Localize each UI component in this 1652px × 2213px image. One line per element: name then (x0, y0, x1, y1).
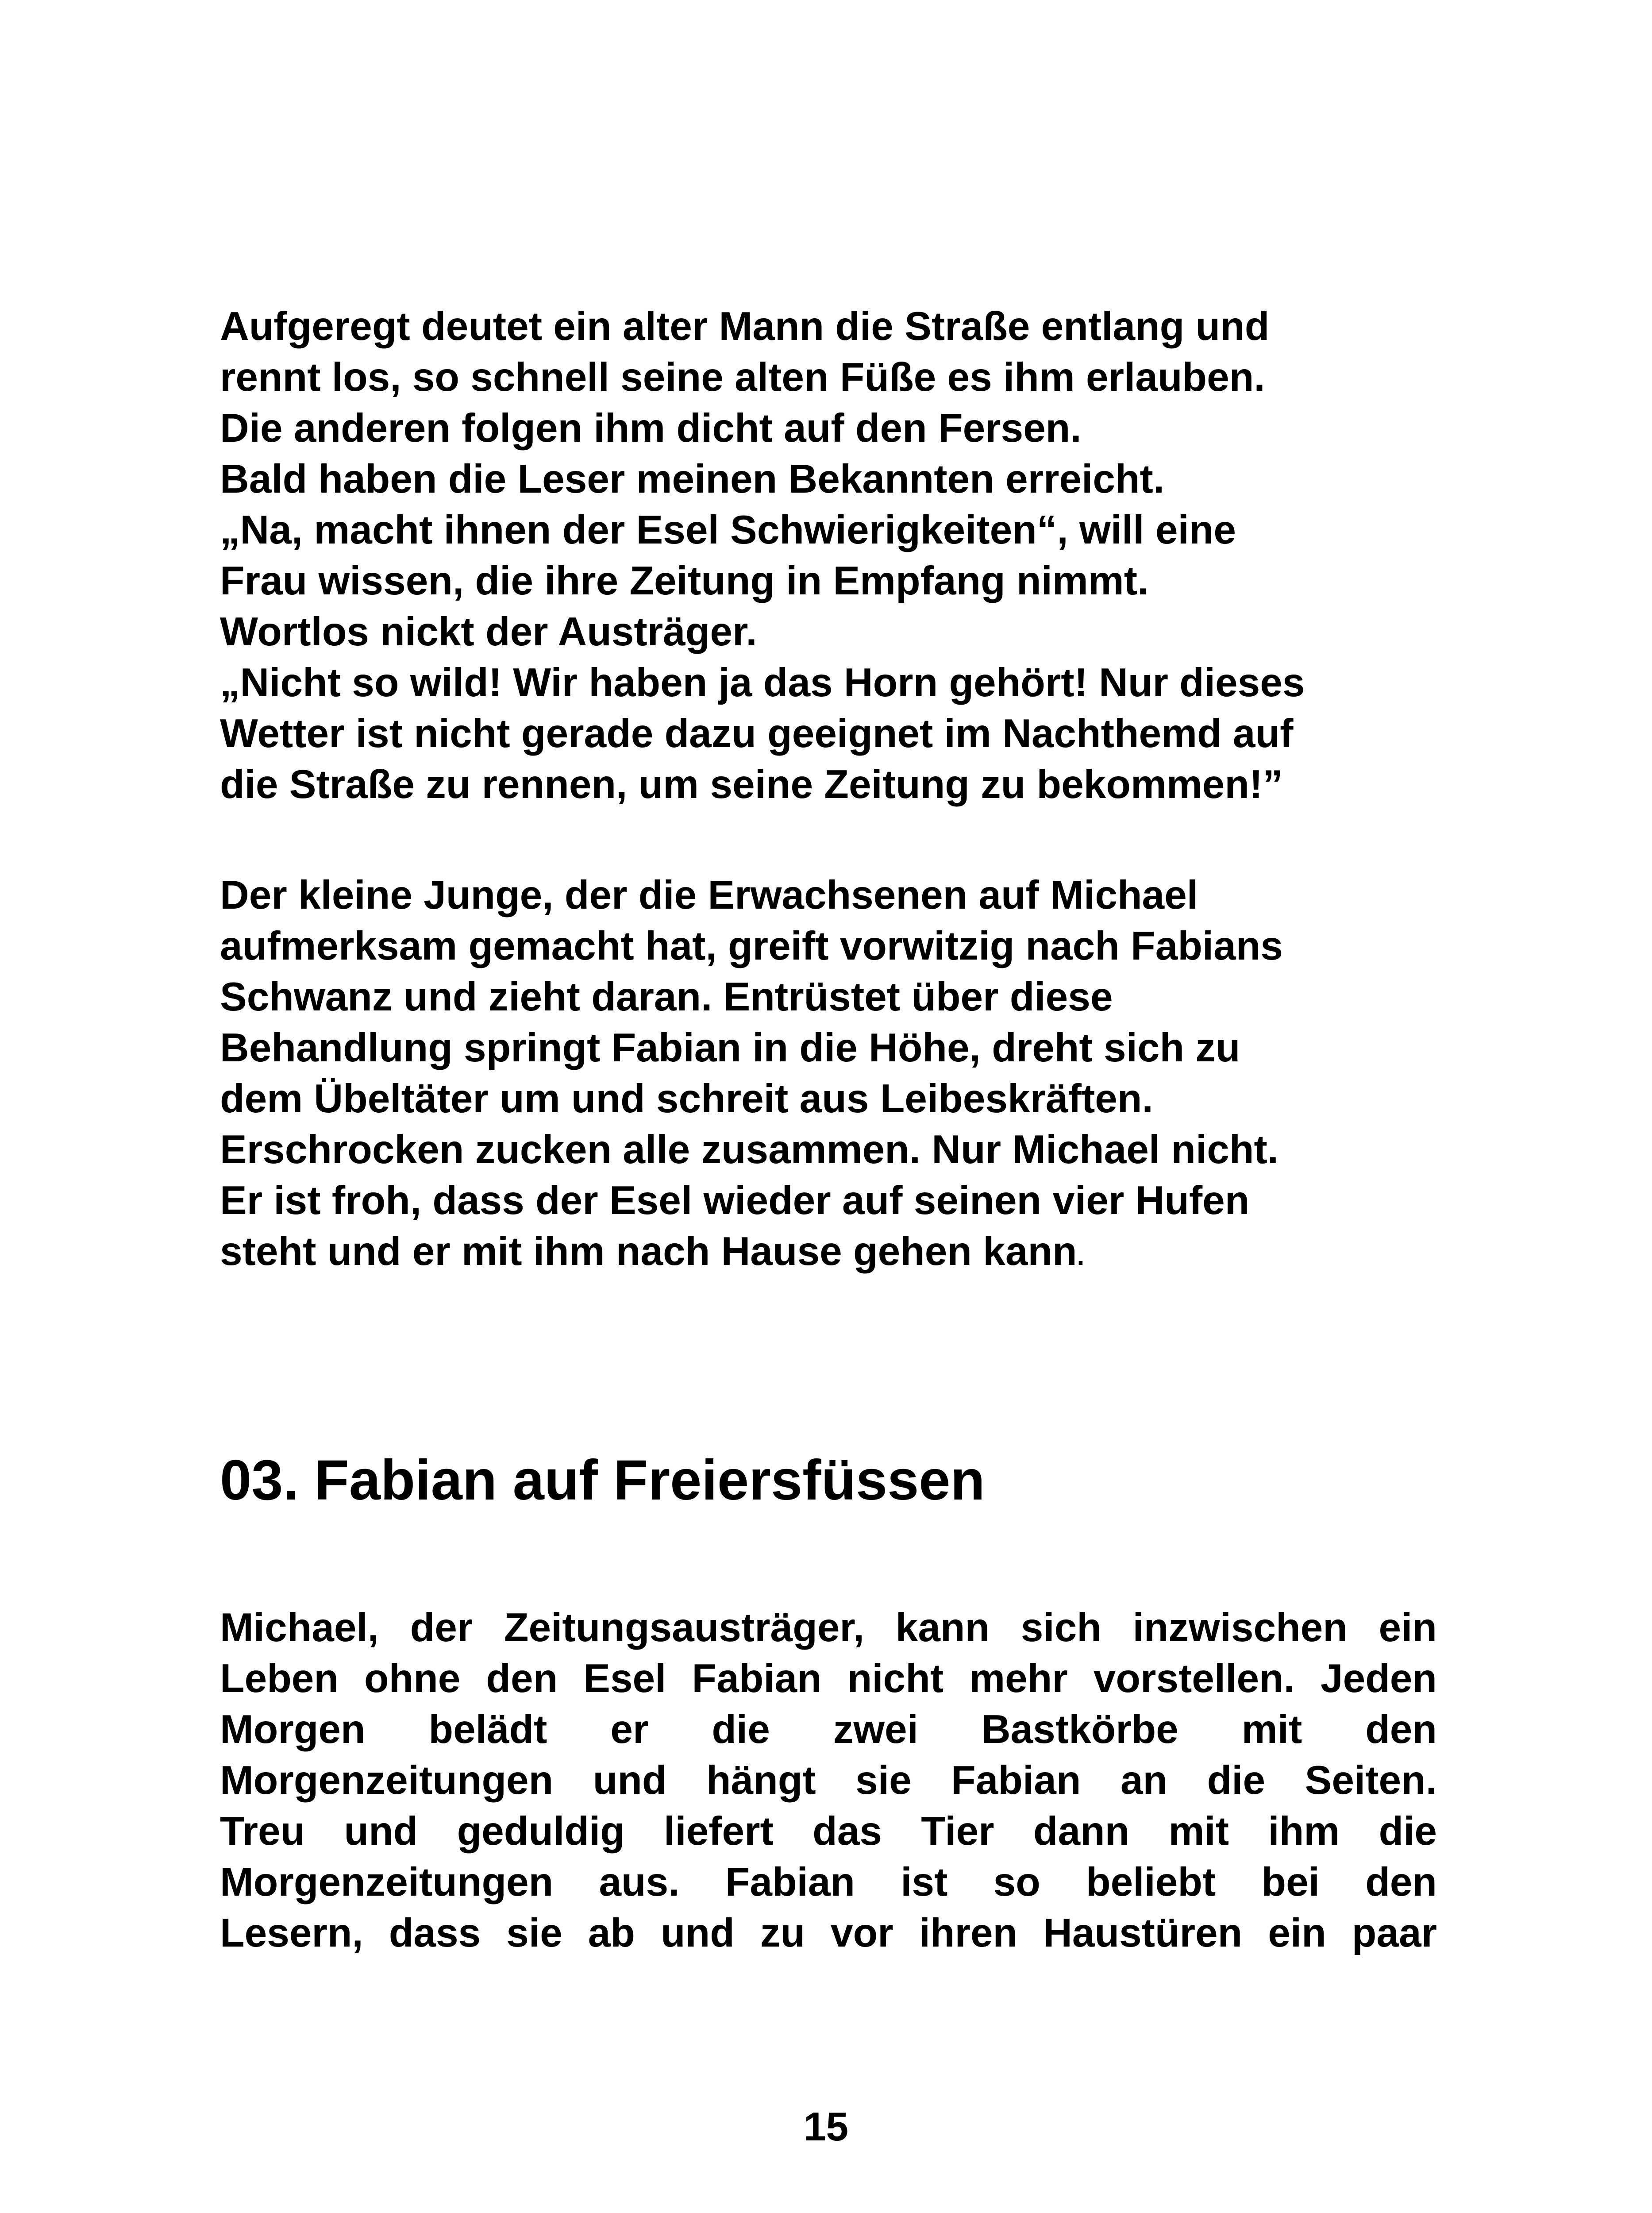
text-line: Frau wissen, die ihre Zeitung in Empfang nimmt. (220, 559, 1149, 603)
text-line: Behandlung springt Fabian in die Höhe, dreht sich zu (220, 1026, 1240, 1070)
text-line: Bald haben die Leser meinen Bekannten erreicht. (220, 457, 1165, 501)
chapter-heading: 03. Fabian auf Freiersfüssen (220, 1449, 985, 1512)
text-line: Der kleine Junge, der die Erwachsenen auf Michael (220, 873, 1198, 918)
text-line: rennt los, so schnell seine alten Füße es ihm erlauben. (220, 355, 1265, 400)
text-line: Morgenzeitungen aus. Fabian ist so beliebt bei den (220, 1860, 1437, 1905)
paragraph-2 (220, 870, 1437, 1277)
text-line: Lesern, dass sie ab und zu vor ihren Haustüren ein paar (220, 1911, 1437, 1955)
page-number: 15 (803, 2105, 849, 2149)
text-line: „Nicht so wild! Wir haben ja das Horn gehört! Nur dieses (220, 660, 1305, 705)
text-line: Morgen belädt er die zwei Bastkörbe mit den (220, 1707, 1437, 1752)
text-line: Treu und geduldig liefert das Tier dann mit ihm die (220, 1809, 1437, 1854)
text-line: dem Übeltäter um und schreit aus Leibeskräften. (220, 1076, 1153, 1121)
text-line: Michael, der Zeitungsausträger, kann sich inzwischen ein (220, 1605, 1437, 1650)
text-line: Die anderen folgen ihm dicht auf den Fersen. (220, 406, 1082, 451)
final-period: . (1077, 1241, 1085, 1271)
text-line: Morgenzeitungen und hängt sie Fabian an die Seiten. (220, 1758, 1437, 1803)
text-line: die Straße zu rennen, um seine Zeitung zu bekommen!” (220, 762, 1283, 807)
text-line: Er ist froh, dass der Esel wieder auf seinen vier Hufen (220, 1178, 1250, 1223)
text-line: Wortlos nickt der Austräger. (220, 609, 757, 654)
text-line: Wetter ist nicht gerade dazu geeignet im Nachthemd auf (220, 711, 1294, 756)
text-line: Aufgeregt deutet ein alter Mann die Straße entlang und (220, 304, 1270, 349)
text-line-content: steht und er mit ihm nach Hause gehen kann (220, 1229, 1077, 1274)
text-line: aufmerksam gemacht hat, greift vorwitzig nach Fabians (220, 924, 1283, 968)
text-line: Schwanz und zieht daran. Entrüstet über diese (220, 975, 1113, 1019)
paragraph-3 (220, 1602, 1437, 1959)
paragraph-1 (220, 301, 1437, 810)
text-line (220, 1226, 1437, 1277)
text-line: Leben ohne den Esel Fabian nicht mehr vorstellen. Jeden (220, 1656, 1437, 1701)
text-line: „Na, macht ihnen der Esel Schwierigkeiten“, will eine (220, 508, 1236, 552)
text-line: Erschrocken zucken alle zusammen. Nur Michael nicht. (220, 1127, 1279, 1172)
